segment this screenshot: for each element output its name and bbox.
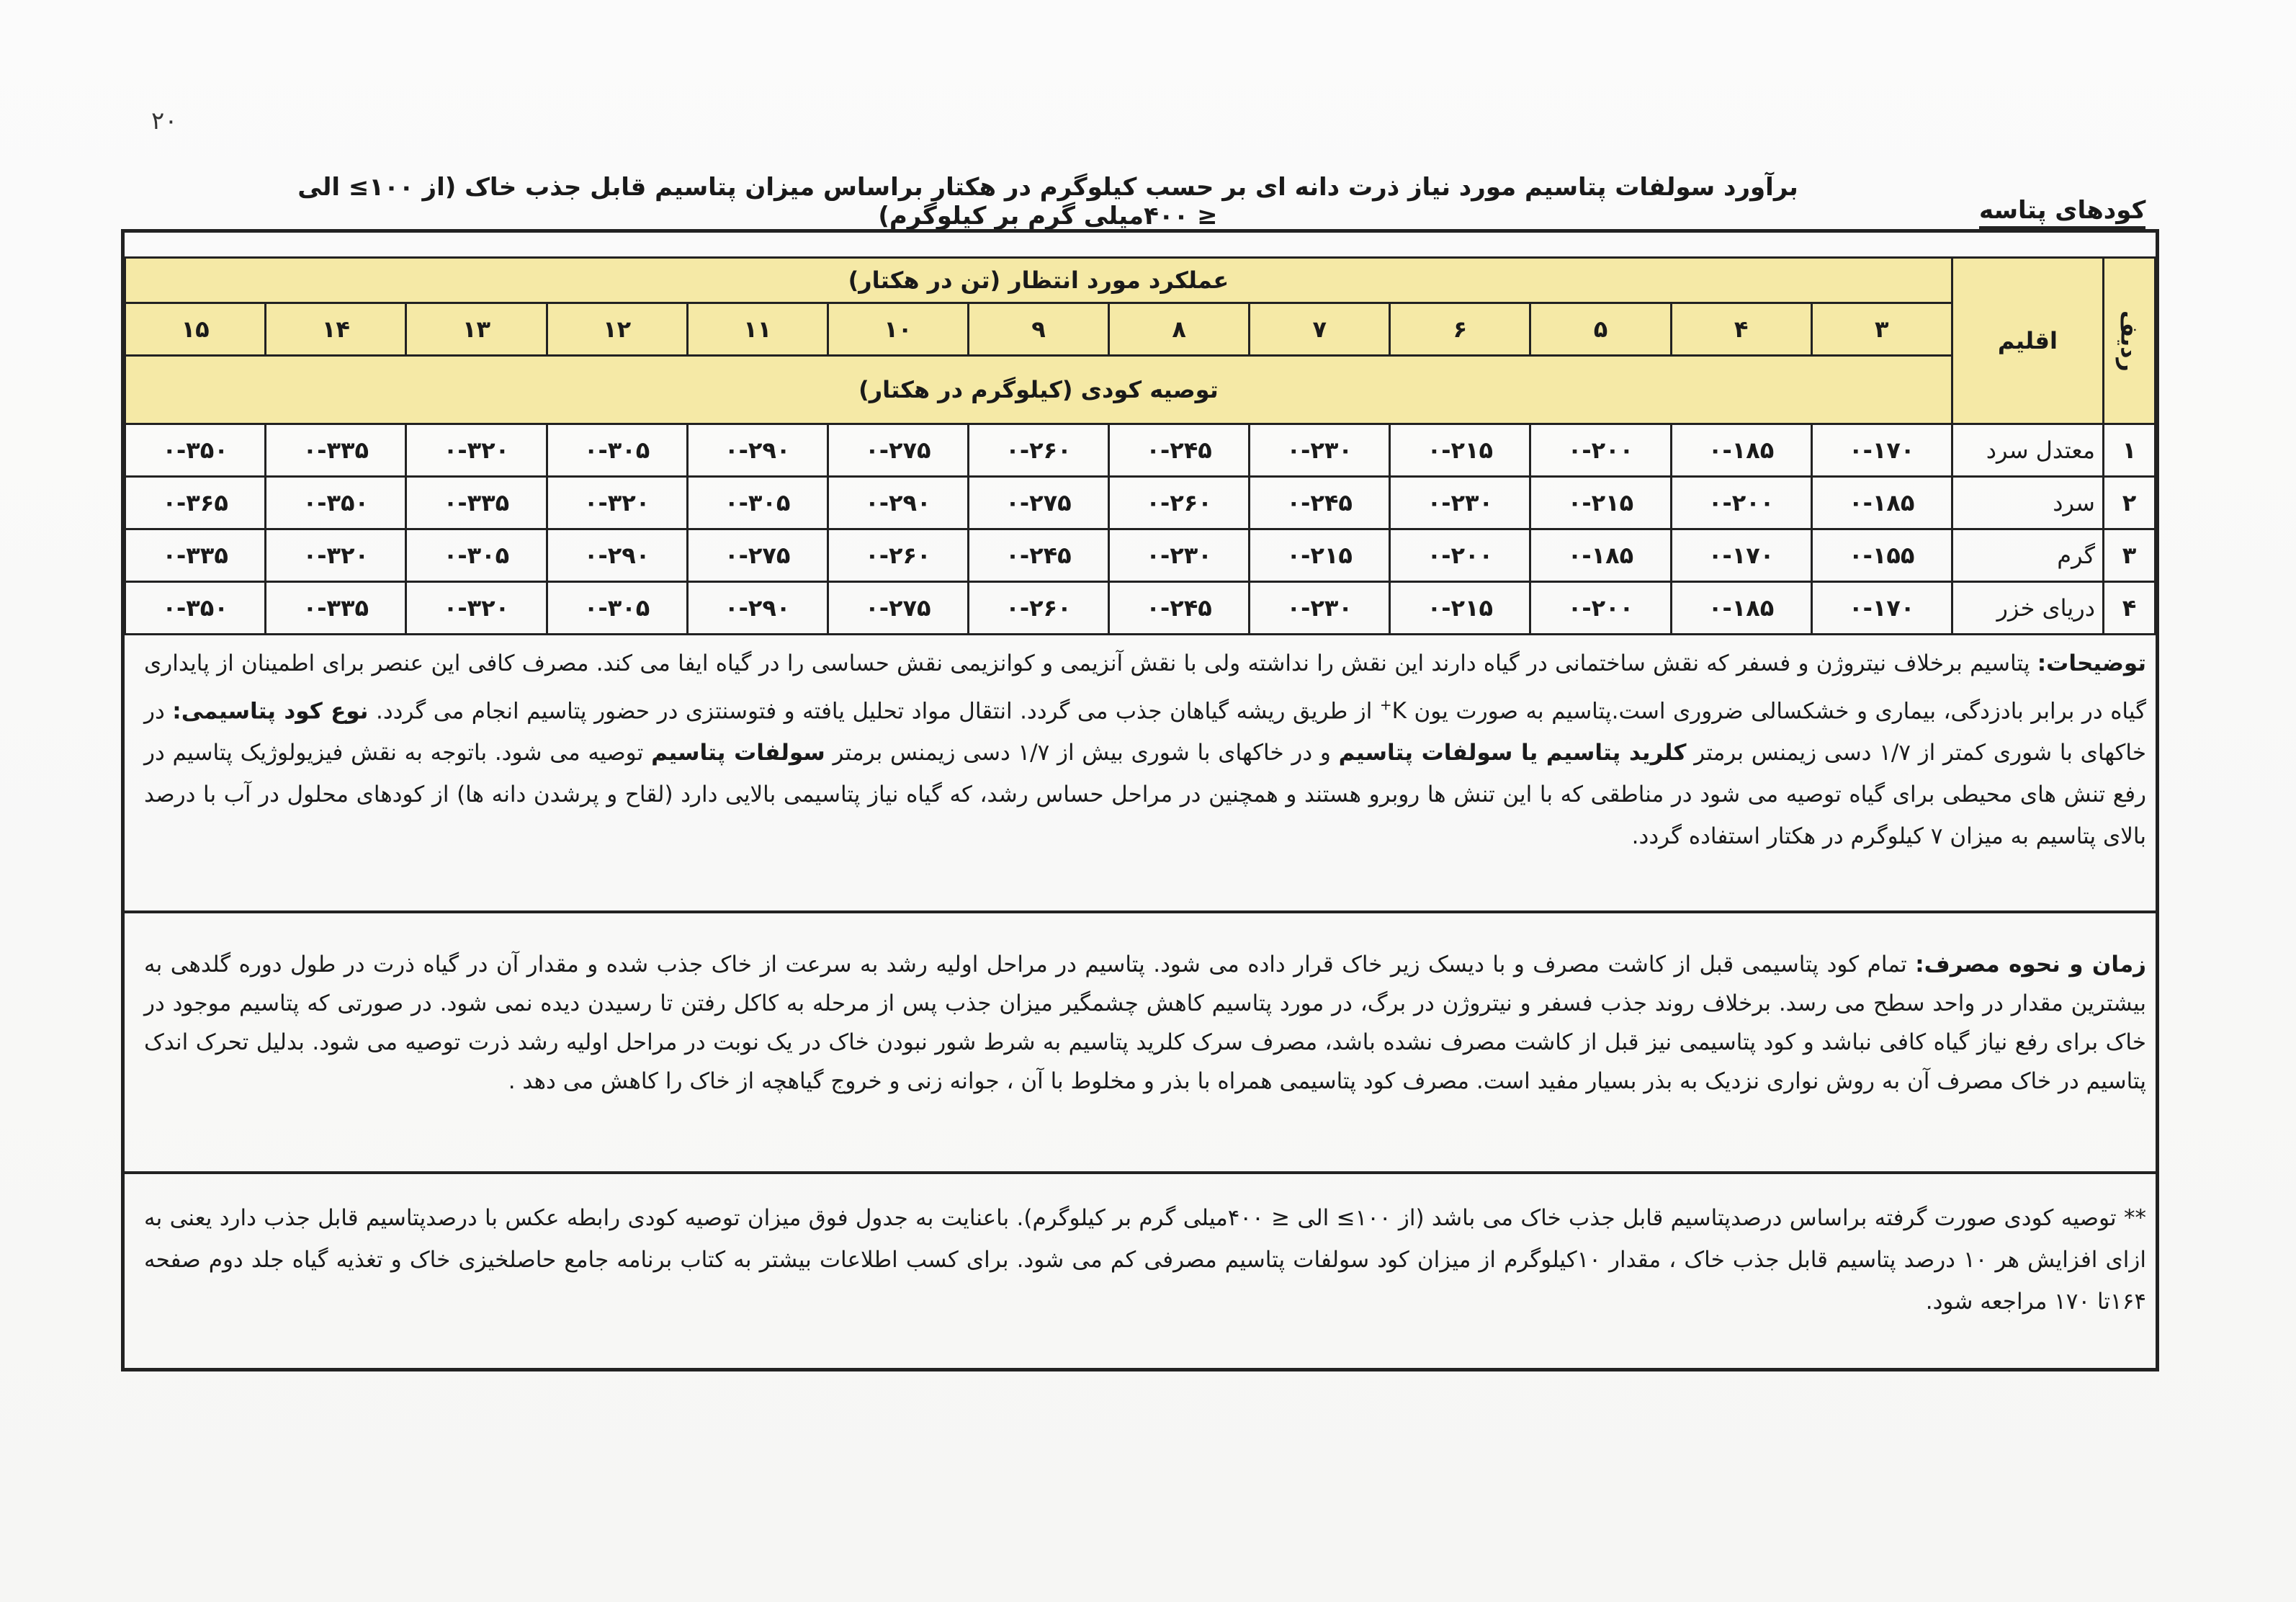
- divider: [124, 1171, 2156, 1174]
- value-cell: ۰-۲۹۰: [687, 582, 828, 635]
- timing-section: [144, 945, 2146, 1101]
- notes-section: [144, 643, 2146, 857]
- value-cell: ۰-۲۰۰: [1530, 424, 1671, 477]
- yield-cell: ۴: [1671, 303, 1811, 356]
- value-cell: ۰-۱۷۰: [1811, 582, 1952, 635]
- yield-cell: ۳: [1811, 303, 1952, 356]
- recommendation-table: [124, 256, 2156, 635]
- region-cell: دریای خزر: [1952, 582, 2103, 635]
- row-index: ۱: [2103, 424, 2155, 477]
- value-cell: ۰-۳۵۰: [125, 582, 266, 635]
- value-cell: ۰-۱۷۰: [1811, 424, 1952, 477]
- value-cell: ۰-۳۵۰: [125, 424, 266, 477]
- yield-cell: ۱۵: [125, 303, 266, 356]
- value-cell: ۰-۲۷۵: [687, 529, 828, 582]
- notes-text: پتاسیم برخلاف نیتروژن و فسفر که نقش ساختمانی در گیاه دارند این نقش را نداشته ولی با نقش آنزیمی و کوانزیمی نقش حساسی را در گیاه ایفا می کند. مصرف کافی این عنصر برای اطمینان از پایداری گیاه در برابر بادزدگی، بیماری و خشکسالی ضروری است.پتاسیم به صورت یون: [144, 650, 2146, 725]
- value-cell: ۰-۱۵۵: [1811, 529, 1952, 582]
- value-cell: ۰-۳۰۵: [547, 582, 687, 635]
- timing-text: تمام کود پتاسیمی قبل از کاشت مصرف و با دیسک زیر خاک قرار داده می شود. پتاسیم در مراحل اولیه رشد به سرعت از خاک جذب شده و مقدار آن در گیاه ذرت در طول دوره گلدهی به بیشترین مقدار در واحد سطح می رسد. برخلاف روند جذب فسفر و نیتروژن در برگ، در مورد پتاسیم کاهش چشمگیر میزان جذب پس از مرحله به کاکل رفتن تا رسیدن دیده نمی شود. در صورتی که پتاسیم موجود در خاک برای رفع نیاز گیاه کافی نباشد و کود پتاسیمی نیز قبل از کاشت مصرف نشده باشد، مصرف سرک کلرید پتاسیم به شرط شور نبودن خاک در یک نوبت در مراحل اولیه رشد ذرت توصیه می شود. بدلیل تحرک اندک پتاسیم در خاک مصرف آن به روش نواری نزدیک به بذر بسیار مفید است. مصرف کود پتاسیمی همراه با بذر و مخلوط با آن ، جوانه زنی و خروج گیاهچه از خاک را کاهش می دهد .: [144, 952, 2146, 1094]
- col-header-region: اقلیم: [1952, 258, 2103, 424]
- value-cell: ۰-۲۷۵: [828, 582, 968, 635]
- value-cell: ۰-۲۴۵: [1109, 424, 1250, 477]
- value-cell: ۰-۱۸۵: [1811, 477, 1952, 529]
- value-cell: ۰-۳۰۵: [547, 424, 687, 477]
- col-header-row: ردیف: [2103, 258, 2155, 424]
- value-cell: ۰-۲۷۵: [828, 424, 968, 477]
- value-cell: ۰-۲۹۰: [547, 529, 687, 582]
- yield-cell: ۱۲: [547, 303, 687, 356]
- value-cell: ۰-۲۳۰: [1250, 424, 1390, 477]
- value-cell: ۰-۱۷۰: [1671, 529, 1811, 582]
- value-cell: ۰-۱۸۵: [1671, 424, 1811, 477]
- page-number: ۲۰: [151, 107, 178, 135]
- value-cell: ۰-۳۶۵: [125, 477, 266, 529]
- notes-bold-text: سولفات پتاسیم: [651, 740, 825, 766]
- notes-bold-text: کلرید پتاسیم یا سولفات پتاسیم: [1338, 740, 1687, 766]
- table-row: [125, 582, 2156, 635]
- yield-cell: ۱۴: [266, 303, 406, 356]
- table-row: [125, 424, 2156, 477]
- value-cell: ۰-۲۷۵: [968, 477, 1108, 529]
- value-cell: ۰-۳۵۰: [266, 477, 406, 529]
- yield-cell: ۱۰: [828, 303, 968, 356]
- region-cell: گرم: [1952, 529, 2103, 582]
- value-cell: ۰-۲۱۵: [1250, 529, 1390, 582]
- row-index: ۴: [2103, 582, 2155, 635]
- notes-label: توضیحات:: [2037, 650, 2146, 676]
- value-cell: ۰-۳۳۵: [125, 529, 266, 582]
- value-cell: ۰-۲۱۵: [1390, 424, 1530, 477]
- yield-cell: ۱۱: [687, 303, 828, 356]
- value-cell: ۰-۲۰۰: [1390, 529, 1530, 582]
- footnote-section: [144, 1197, 2146, 1323]
- value-cell: ۰-۲۳۰: [1250, 582, 1390, 635]
- notes-text: از طریق ریشه گیاهان جذب می گردد. انتقال مواد تحلیل یافته و فتوسنتزی در حضور پتاسیم انجام می گردد.: [375, 698, 1373, 725]
- value-cell: ۰-۲۴۵: [968, 529, 1108, 582]
- value-cell: ۰-۳۰۵: [687, 477, 828, 529]
- value-cell: ۰-۲۳۰: [1390, 477, 1530, 529]
- value-cell: ۰-۳۲۰: [406, 582, 547, 635]
- yield-cell: ۱۳: [406, 303, 547, 356]
- value-cell: ۰-۲۹۰: [828, 477, 968, 529]
- value-cell: ۰-۲۳۰: [1109, 529, 1250, 582]
- region-cell: سرد: [1952, 477, 2103, 529]
- value-cell: ۰-۲۶۰: [1109, 477, 1250, 529]
- table-row: [125, 477, 2156, 529]
- value-cell: ۰-۱۸۵: [1671, 582, 1811, 635]
- value-cell: ۰-۳۳۵: [406, 477, 547, 529]
- yield-cell: ۸: [1109, 303, 1250, 356]
- k-symbol: K: [1391, 698, 1407, 725]
- divider: [124, 910, 2156, 913]
- value-cell: ۰-۳۰۵: [406, 529, 547, 582]
- notes-text: و در خاکهای با شوری بیش از ۱/۷ دسی زیمنس برمتر: [833, 740, 1331, 766]
- value-cell: ۰-۲۰۰: [1671, 477, 1811, 529]
- value-cell: ۰-۲۱۵: [1390, 582, 1530, 635]
- notes-text: در خاکهای با شوری کمتر از ۱/۷ دسی زیمنس برمتر: [144, 698, 2146, 766]
- region-cell: معتدل سرد: [1952, 424, 2103, 477]
- value-cell: ۰-۱۸۵: [1530, 529, 1671, 582]
- value-cell: ۰-۲۰۰: [1530, 582, 1671, 635]
- potassium-ion: [1380, 698, 1407, 724]
- value-cell: ۰-۳۳۵: [266, 582, 406, 635]
- notes-text: توصیه می شود. باتوجه به نقش فیزیولوژیک پتاسیم در رفع تنش های محیطی برای گیاه توصیه می شود در مناطقی که با این تنش ها روبرو هستند و همچنین در مراحل حساس رشد، که گیاه نیاز پتاسیمی بالایی دارد (لقاح و پرشدن دانه ها) از کودهای محلول در آب با درصد بالای پتاسیم به میزان ۷ کیلوگرم در هکتار استفاده گردد.: [144, 740, 2146, 850]
- value-cell: ۰-۲۶۰: [968, 582, 1108, 635]
- value-cell: ۰-۳۲۰: [547, 477, 687, 529]
- value-cell: ۰-۲۱۵: [1530, 477, 1671, 529]
- recommendation-header: توصیه کودی (کیلوگرم در هکتار): [125, 356, 1952, 424]
- yield-cell: ۶: [1390, 303, 1530, 356]
- value-cell: ۰-۲۹۰: [687, 424, 828, 477]
- k-charge: +: [1379, 697, 1392, 714]
- table-row: [125, 529, 2156, 582]
- value-cell: ۰-۲۶۰: [968, 424, 1108, 477]
- timing-label: زمان و نحوه مصرف:: [1915, 952, 2146, 977]
- yield-cell: ۷: [1250, 303, 1390, 356]
- yield-cell: ۹: [968, 303, 1108, 356]
- table-title: برآورد سولفات پتاسیم مورد نیاز ذرت دانه ای بر حسب کیلوگرم در هکتار براساس میزان پتاسیم قابل جذب خاک (از ۱۰۰≥ الی ≤ ۴۰۰میلی گرم بر کیلوگرم): [297, 173, 1798, 231]
- value-cell: ۰-۳۳۵: [266, 424, 406, 477]
- yield-cell: ۵: [1530, 303, 1671, 356]
- fertilizer-type-label: نوع کود پتاسیمی:: [172, 698, 369, 725]
- value-cell: ۰-۲۴۵: [1250, 477, 1390, 529]
- row-index: ۲: [2103, 477, 2155, 529]
- row-index: ۳: [2103, 529, 2155, 582]
- footnote-text: ** توصیه کودی صورت گرفته براساس درصدپتاسیم قابل جذب خاک می باشد (از ۱۰۰≥ الی ≤ ۴۰۰میلی گرم بر کیلوگرم). باعنایت به جدول فوق میزان توصیه کودی رابطه عکس با درصدپتاسیم قابل جذب دارد یعنی به ازای افزایش هر ۱۰ درصد پتاسیم قابل جذب خاک ، مقدار ۱۰کیلوگرم از میزان کود سولفات پتاسیم مصرفی کم می شود. برای کسب اطلاعات بیشتر به کتاب برنامه جامع حاصلخیزی خاک و تغذیه گیاه جلد دوم صفحه ۱۶۴تا ۱۷۰ مراجعه شود.: [144, 1205, 2146, 1315]
- section-label: کودهای پتاسه: [1979, 196, 2145, 229]
- value-cell: ۰-۳۲۰: [406, 424, 547, 477]
- yield-header: عملکرد مورد انتظار (تن در هکتار): [125, 258, 1952, 303]
- value-cell: ۰-۲۴۵: [1109, 582, 1250, 635]
- value-cell: ۰-۳۲۰: [266, 529, 406, 582]
- value-cell: ۰-۲۶۰: [828, 529, 968, 582]
